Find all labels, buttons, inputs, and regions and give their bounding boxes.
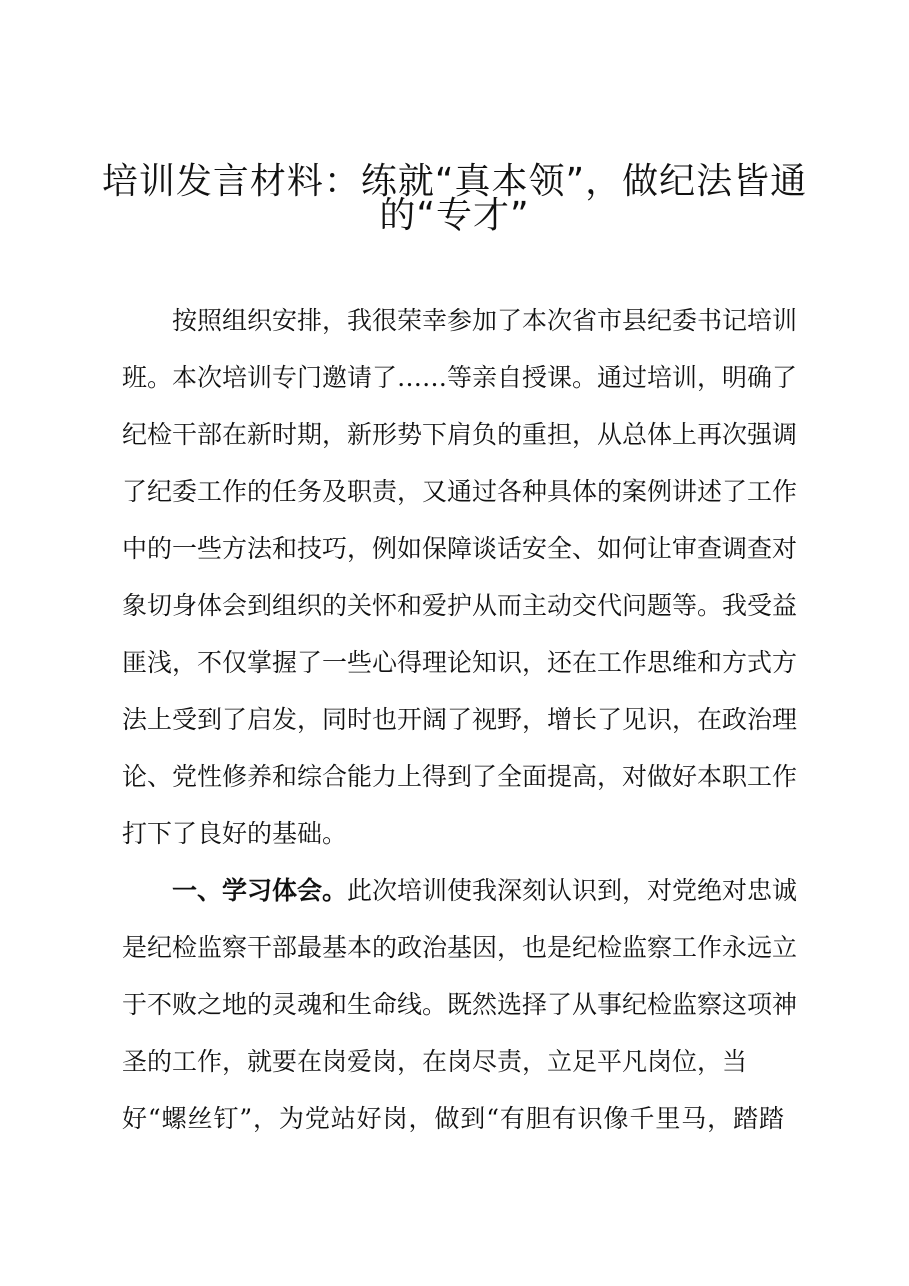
paragraph-line: 匪浅，不仅掌握了一些心得理论知识，还在工作思维和方式方 xyxy=(122,648,798,677)
paragraph-line: 圣的工作，就要在岗爱岗，在岗尽责，立足平凡岗位，当 xyxy=(122,1047,748,1076)
document-title-line-2: 的“专才” xyxy=(379,195,530,236)
section-first-line xyxy=(172,871,798,911)
paragraph-line: 打下了良好的基础。 xyxy=(122,819,348,848)
section-first-line-text: 此次培训使我深刻认识到，对党绝对忠诚 xyxy=(347,876,798,905)
document-title-line-1: 培训发言材料：练就“真本领”，做纪法皆通 xyxy=(101,161,808,202)
paragraph-line: 于不败之地的灵魂和生命线。既然选择了从事纪检监察这项神 xyxy=(122,990,798,1019)
paragraph-line: 象切身体会到组织的关怀和爱护从而主动交代问题等。我受益 xyxy=(122,591,798,620)
paragraph-line: 是纪检监察干部最基本的政治基因，也是纪检监察工作永远立 xyxy=(122,933,798,962)
section-heading: 一、学习体会。 xyxy=(172,876,348,905)
paragraph-line: 中的一些方法和技巧，例如保障谈话安全、如何让审查调查对 xyxy=(122,534,798,563)
paragraph-line: 论、党性修养和综合能力上得到了全面提高，对做好本职工作 xyxy=(122,762,798,791)
paragraph-line: 好“螺丝钉”，为党站好岗，做到“有胆有识像千里马，踏踏 xyxy=(122,1104,784,1133)
paragraph-line: 法上受到了启发，同时也开阔了视野，增长了见识，在政治理 xyxy=(122,705,798,734)
paragraph-line: 了纪委工作的任务及职责，又通过各种具体的案例讲述了工作 xyxy=(122,477,798,506)
paragraph-line: 按照组织安排，我很荣幸参加了本次省市县纪委书记培训 xyxy=(172,306,798,335)
paragraph-line: 班。本次培训专门邀请了……等亲自授课。通过培训，明确了 xyxy=(122,363,798,392)
paragraph-line: 纪检干部在新时期，新形势下肩负的重担，从总体上再次强调 xyxy=(122,420,798,449)
